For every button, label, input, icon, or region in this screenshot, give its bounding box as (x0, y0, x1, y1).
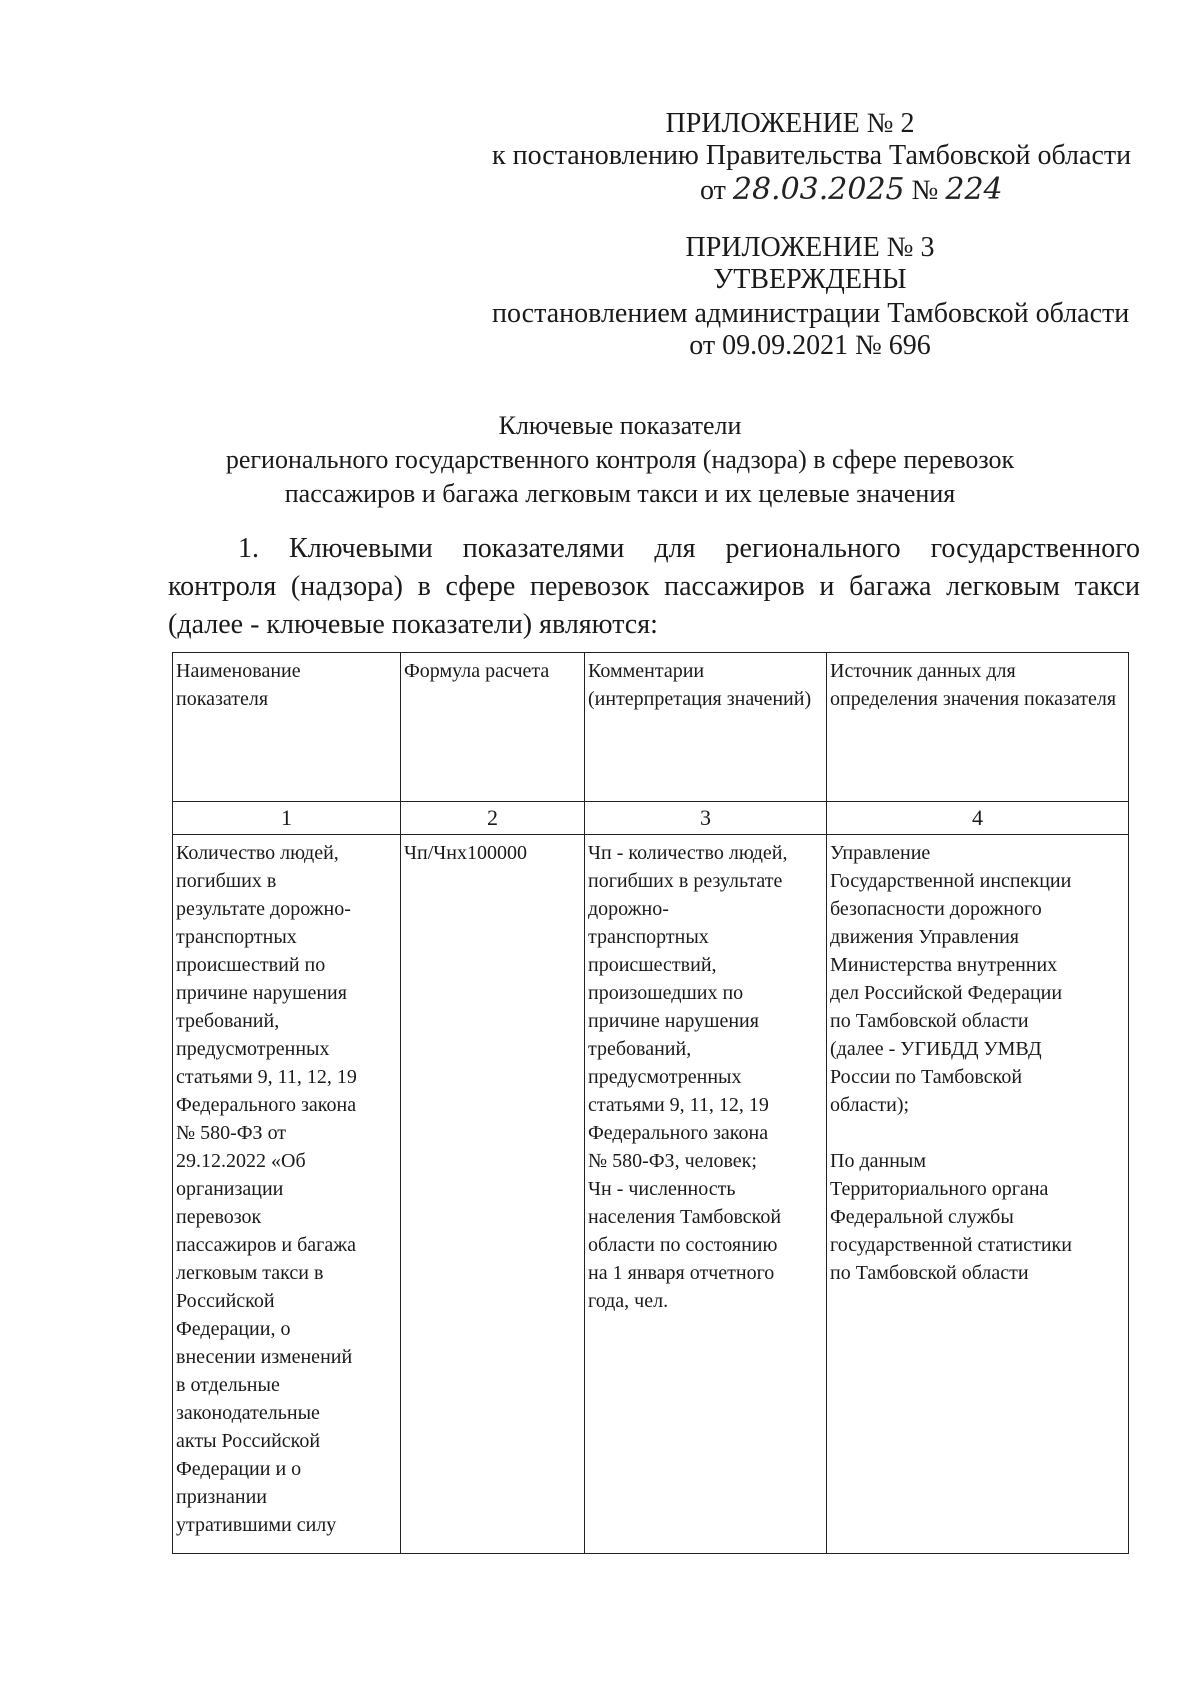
header-cell: Наименование показателя (173, 653, 401, 802)
indicators-table (172, 652, 1129, 1554)
column-number: 1 (173, 802, 401, 835)
paragraph-1-first-line: 1. Ключевыми показателями для регионального государственного (238, 533, 1140, 564)
number-prefix: № (911, 175, 939, 206)
header-cell: Комментарии (интерпретация значений) (585, 653, 827, 802)
column-number: 3 (585, 802, 827, 835)
appendix-2-line: к постановлению Правительства Тамбовской области (492, 140, 1132, 171)
handwritten-number: 224 (945, 172, 1003, 207)
doc-title-line-3: пассажиров и багажа легковым такси и их целевые значения (284, 479, 956, 508)
header-cell: Источник данных для определения значения показателя (827, 653, 1129, 802)
paragraph-1-rest: контроля (надзора) в сфере перевозок пассажиров и багажа легковым такси (далее - ключевые показатели) являются: (168, 571, 1140, 640)
source-cell: Управление Государственной инспекции безопасности дорожного движения Управления Министерства внутренних дел Российской Федерации по Тамбовской области (далее - УГИБДД УМВД России по Тамбовской области); По данным Территориального органа Федеральной службы государственной статистики по Тамбовской области (827, 835, 1129, 1554)
appendix-3-line: постановлением администрации Тамбовской области (492, 298, 1130, 329)
appendix-2-title: ПРИЛОЖЕНИЕ № 2 (665, 108, 915, 139)
table-header-row (173, 653, 1129, 802)
comment-cell: Чп - количество людей, погибших в результате дорожно- транспортных происшествий, произошедших по причине нарушения требований, предусмотренных статьями 9, 11, 12, 19 Федерального закона № 580-ФЗ, человек; Чн - численность населения Тамбовской области по состоянию на 1 января отчетного года, чел. (585, 835, 827, 1554)
doc-title-line-1: Ключевые показатели (498, 411, 742, 440)
column-number: 2 (401, 802, 585, 835)
header-cell: Формула расчета (401, 653, 585, 802)
table-row (173, 835, 1129, 1554)
handwritten-date: 28.03.2025 (732, 172, 905, 207)
indicator-name-cell: Количество людей, погибших в результате дорожно- транспортных происшествий по причине нарушения требований, предусмотренных статьями 9, 11, 12, 19 Федерального закона № 580-ФЗ от 29.12.2022 «Об организации перевозок пассажиров и багажа легковым такси в Российской Федерации, о внесении изменений в отдельные законодательные акты Российской Федерации и о признании утратившими силу (173, 835, 401, 1554)
appendix-3-title: ПРИЛОЖЕНИЕ № 3 (685, 232, 935, 263)
paragraph-1 (168, 530, 1140, 644)
date-prefix: от (700, 175, 726, 206)
formula-cell: Чп/Чнx100000 (401, 835, 585, 1554)
appendix-2-date-line (700, 174, 1100, 207)
doc-title-line-2: регионального государственного контроля (надзора) в сфере перевозок (225, 445, 1015, 474)
column-number: 4 (827, 802, 1129, 835)
approved-label: УТВЕРЖДЕНЫ (713, 264, 907, 295)
appendix-3-date-line: от 09.09.2021 № 696 (689, 330, 931, 361)
column-number-row (173, 802, 1129, 835)
